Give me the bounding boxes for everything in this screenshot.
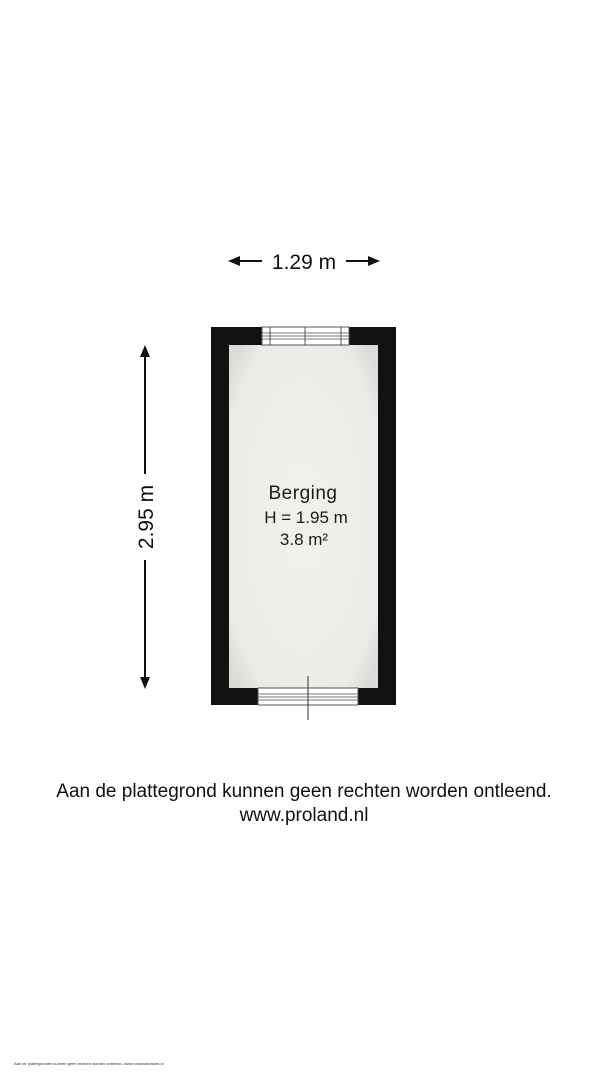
room-area-label: 3.8 m² — [279, 530, 329, 549]
height-dimension-label: 2.95 m — [135, 484, 158, 550]
room-berging — [211, 327, 396, 720]
top-window — [262, 327, 349, 345]
website-text: www.proland.nl — [239, 805, 369, 826]
height-arrow-up-icon — [140, 345, 150, 357]
footer-fine-print: Aan de plattegronden kunnen geen rechten worden ontleend. www.rossmakelaars.nl — [14, 1061, 164, 1066]
width-dimension-label: 1.29 m — [271, 251, 337, 274]
width-arrow-left-icon — [228, 256, 240, 266]
width-dimension — [228, 251, 380, 274]
room-height-label: H = 1.95 m — [264, 508, 348, 527]
disclaimer-text: Aan de plattegrond kunnen geen rechten worden ontleend. — [56, 781, 552, 802]
room-name-label: Berging — [268, 483, 338, 504]
height-dimension — [135, 345, 158, 689]
width-arrow-right-icon — [368, 256, 380, 266]
height-arrow-down-icon — [140, 677, 150, 689]
